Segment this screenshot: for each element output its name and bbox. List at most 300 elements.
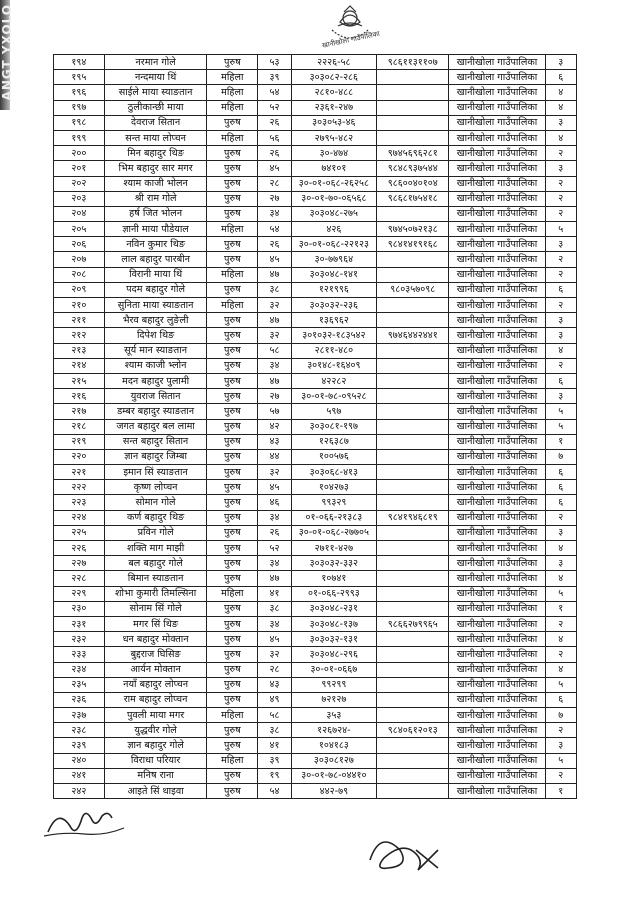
phone-cell	[377, 206, 449, 221]
citizenship-number-cell: ३०३०५३-४६	[291, 115, 376, 130]
table-row	[54, 525, 577, 540]
citizenship-number-cell: ४४२-७९	[291, 784, 376, 799]
ward-cell: ६	[545, 282, 576, 297]
municipality-cell: खानीखोला गाउँपालिका	[449, 70, 545, 85]
gender-cell: पुरुष	[207, 495, 258, 510]
table-row	[54, 146, 577, 161]
gender-cell: पुरुष	[207, 632, 258, 647]
gender-cell: पुरुष	[207, 525, 258, 540]
ward-cell: ४	[545, 541, 576, 556]
ward-cell: २	[545, 298, 576, 313]
name-cell: नयाँ बहादुर लोप्चन	[104, 677, 207, 692]
serial-number-cell: २०६	[54, 237, 105, 252]
gender-cell: पुरुष	[207, 389, 258, 404]
ward-cell: ४	[545, 662, 576, 677]
citizenship-number-cell: २८११-४८०	[291, 343, 376, 358]
table-row	[54, 708, 577, 723]
age-cell: ३८	[258, 601, 291, 616]
citizenship-number-cell: ३०३०३२-३३२	[291, 556, 376, 571]
gender-cell: पुरुष	[207, 677, 258, 692]
ward-cell: २	[545, 146, 576, 161]
gender-cell: पुरुष	[207, 206, 258, 221]
gender-cell: पुरुष	[207, 252, 258, 267]
citizenship-number-cell: ३०३०४८-१३७	[291, 616, 376, 631]
ward-cell: ५	[545, 419, 576, 434]
serial-number-cell: २२४	[54, 510, 105, 525]
phone-cell: ९७४५६९६२८१	[377, 146, 449, 161]
gender-cell: पुरुष	[207, 237, 258, 252]
ward-cell: २	[545, 191, 576, 206]
gender-cell: पुरुष	[207, 723, 258, 738]
municipality-cell: खानीखोला गाउँपालिका	[449, 708, 545, 723]
name-cell: बल बहादुर गोले	[104, 556, 207, 571]
serial-number-cell: २१०	[54, 298, 105, 313]
serial-number-cell: १९५	[54, 70, 105, 85]
gender-cell: पुरुष	[207, 692, 258, 707]
ward-cell: ६	[545, 495, 576, 510]
table-row	[54, 692, 577, 707]
age-cell: ४७	[258, 373, 291, 388]
phone-cell	[377, 571, 449, 586]
gender-cell: पुरुष	[207, 176, 258, 191]
municipality-cell: खानीखोला गाउँपालिका	[449, 313, 545, 328]
name-cell: प्रविन गोले	[104, 525, 207, 540]
gender-cell: महिला	[207, 85, 258, 100]
age-cell: ४५	[258, 161, 291, 176]
citizenship-number-cell: १००५७६	[291, 449, 376, 464]
ward-cell: ३	[545, 556, 576, 571]
name-cell: इमान सिं स्याङतान	[104, 465, 207, 480]
phone-cell	[377, 692, 449, 707]
table-row	[54, 419, 577, 434]
municipality-cell: खानीखोला गाउँपालिका	[449, 525, 545, 540]
municipality-cell: खानीखोला गाउँपालिका	[449, 298, 545, 313]
municipality-cell: खानीखोला गाउँपालिका	[449, 571, 545, 586]
serial-number-cell: २०८	[54, 267, 105, 282]
table-row	[54, 115, 577, 130]
name-cell: सूर्य मान स्याङतान	[104, 343, 207, 358]
municipality-cell: खानीखोला गाउँपालिका	[449, 586, 545, 601]
municipality-cell: खानीखोला गाउँपालिका	[449, 222, 545, 237]
municipality-cell: खानीखोला गाउँपालिका	[449, 601, 545, 616]
phone-cell	[377, 298, 449, 313]
table-row	[54, 252, 577, 267]
name-cell: पदम बहादुर गोले	[104, 282, 207, 297]
municipality-seal-stamp	[310, 2, 392, 58]
municipality-cell: खानीखोला गाउँपालिका	[449, 768, 545, 783]
phone-cell: ९८६११३११०७	[377, 55, 449, 70]
serial-number-cell: २३७	[54, 708, 105, 723]
gender-cell: पुरुष	[207, 541, 258, 556]
gender-cell: पुरुष	[207, 768, 258, 783]
citizenship-number-cell: ३०-०१-७८-०४४१०	[291, 768, 376, 783]
gender-cell: पुरुष	[207, 449, 258, 464]
gender-cell: महिला	[207, 267, 258, 282]
name-cell: कृष्ण लोप्चन	[104, 480, 207, 495]
gender-cell: पुरुष	[207, 419, 258, 434]
phone-cell	[377, 480, 449, 495]
table-row	[54, 358, 577, 373]
beneficiary-table	[53, 54, 577, 799]
phone-cell	[377, 389, 449, 404]
phone-cell: ९८४१९४६८१९	[377, 510, 449, 525]
age-cell: ३२	[258, 298, 291, 313]
gender-cell: पुरुष	[207, 480, 258, 495]
name-cell: सुनिता माया स्याङतान	[104, 298, 207, 313]
name-cell: ज्ञानी माया पौडेयाल	[104, 222, 207, 237]
citizenship-number-cell: ७२१२७	[291, 692, 376, 707]
table-row	[54, 85, 577, 100]
age-cell: ४७	[258, 313, 291, 328]
municipality-cell: खानीखोला गाउँपालिका	[449, 434, 545, 449]
phone-cell	[377, 465, 449, 480]
table-row	[54, 267, 577, 282]
serial-number-cell: २१९	[54, 434, 105, 449]
ward-cell: २	[545, 510, 576, 525]
age-cell: २८	[258, 176, 291, 191]
gender-cell: पुरुष	[207, 662, 258, 677]
gender-cell: महिला	[207, 708, 258, 723]
serial-number-cell: २१५	[54, 373, 105, 388]
ward-cell: ३	[545, 525, 576, 540]
serial-number-cell: २११	[54, 313, 105, 328]
gender-cell: पुरुष	[207, 191, 258, 206]
municipality-cell: खानीखोला गाउँपालिका	[449, 55, 545, 70]
phone-cell: ९८४०६१२०१३	[377, 723, 449, 738]
ward-cell: ४	[545, 85, 576, 100]
municipality-cell: खानीखोला गाउँपालिका	[449, 237, 545, 252]
name-cell: सोनाम सिं गोले	[104, 601, 207, 616]
phone-cell	[377, 768, 449, 783]
name-cell: आइते सिं थाइवा	[104, 784, 207, 799]
citizenship-number-cell: ३०३०८१२७	[291, 753, 376, 768]
table-row	[54, 510, 577, 525]
phone-cell: ९८६००४०१०४	[377, 176, 449, 191]
table-row	[54, 389, 577, 404]
ward-cell: ६	[545, 692, 576, 707]
municipality-cell: खानीखोला गाउँपालिका	[449, 632, 545, 647]
phone-cell	[377, 252, 449, 267]
table-row	[54, 55, 577, 70]
name-cell: ज्ञान बहादुर गोले	[104, 738, 207, 753]
serial-number-cell: २०९	[54, 282, 105, 297]
citizenship-number-cell: १३६९६२	[291, 313, 376, 328]
age-cell: ३४	[258, 510, 291, 525]
signature-left	[40, 800, 130, 845]
citizenship-number-cell: ७४१०१	[291, 161, 376, 176]
serial-number-cell: २२५	[54, 525, 105, 540]
name-cell: श्याम काजी भोलन	[104, 176, 207, 191]
serial-number-cell: २३०	[54, 601, 105, 616]
serial-number-cell: २४१	[54, 768, 105, 783]
municipality-cell: खानीखोला गाउँपालिका	[449, 191, 545, 206]
citizenship-number-cell: ३०३०८२-२८६	[291, 70, 376, 85]
age-cell: ५४	[258, 85, 291, 100]
name-cell: श्री राम गोले	[104, 191, 207, 206]
gender-cell: पुरुष	[207, 282, 258, 297]
age-cell: ५४	[258, 222, 291, 237]
municipality-cell: खानीखोला गाउँपालिका	[449, 647, 545, 662]
age-cell: ५६	[258, 130, 291, 145]
age-cell: ४७	[258, 267, 291, 282]
phone-cell: ९८४८९३७५४४	[377, 161, 449, 176]
phone-cell	[377, 373, 449, 388]
table-row	[54, 784, 577, 799]
phone-cell	[377, 449, 449, 464]
ward-cell: २	[545, 267, 576, 282]
gender-cell: पुरुष	[207, 647, 258, 662]
table-row	[54, 723, 577, 738]
municipality-cell: खानीखोला गाउँपालिका	[449, 738, 545, 753]
ward-cell: २	[545, 176, 576, 191]
phone-cell	[377, 495, 449, 510]
name-cell: लाल बहादुर पारबीन	[104, 252, 207, 267]
municipality-cell: खानीखोला गाउँपालिका	[449, 662, 545, 677]
ward-cell: ६	[545, 465, 576, 480]
age-cell: ४६	[258, 495, 291, 510]
citizenship-number-cell: ९९२९९	[291, 677, 376, 692]
serial-number-cell: २२०	[54, 449, 105, 464]
serial-number-cell: २१७	[54, 404, 105, 419]
age-cell: ३४	[258, 556, 291, 571]
age-cell: ४९	[258, 692, 291, 707]
municipality-cell: खानीखोला गाउँपालिका	[449, 282, 545, 297]
table-row	[54, 662, 577, 677]
phone-cell	[377, 100, 449, 115]
name-cell: भिम बहादुर सार मगर	[104, 161, 207, 176]
serial-number-cell: २०३	[54, 191, 105, 206]
gender-cell: पुरुष	[207, 358, 258, 373]
citizenship-number-cell: १०४२७३	[291, 480, 376, 495]
age-cell: ४५	[258, 480, 291, 495]
phone-cell: ९७४६४४२४४१	[377, 328, 449, 343]
citizenship-number-cell: ०१-०६६-२९९३	[291, 586, 376, 601]
serial-number-cell: २०२	[54, 176, 105, 191]
name-cell: आर्यन मोक्तान	[104, 662, 207, 677]
name-cell: धन बहादुर मोक्तान	[104, 632, 207, 647]
citizenship-number-cell: ३०३०३२-१३१	[291, 632, 376, 647]
gender-cell: पुरुष	[207, 373, 258, 388]
municipality-cell: खानीखोला गाउँपालिका	[449, 328, 545, 343]
age-cell: ४७	[258, 571, 291, 586]
table-row	[54, 556, 577, 571]
phone-cell	[377, 541, 449, 556]
table-row	[54, 237, 577, 252]
municipality-cell: खानीखोला गाउँपालिका	[449, 541, 545, 556]
serial-number-cell: २१२	[54, 328, 105, 343]
table-row	[54, 130, 577, 145]
age-cell: ५२	[258, 100, 291, 115]
gender-cell: पुरुष	[207, 161, 258, 176]
municipality-cell: खानीखोला गाउँपालिका	[449, 100, 545, 115]
serial-number-cell: २३१	[54, 616, 105, 631]
age-cell: ५८	[258, 343, 291, 358]
table-row	[54, 738, 577, 753]
table-row	[54, 571, 577, 586]
name-cell: दिपेश थिङ	[104, 328, 207, 343]
name-cell: बुद्दराज घिसिङ	[104, 647, 207, 662]
table-row	[54, 282, 577, 297]
serial-number-cell: २१४	[54, 358, 105, 373]
table-row	[54, 632, 577, 647]
gender-cell: महिला	[207, 130, 258, 145]
citizenship-number-cell: ४२६	[291, 222, 376, 237]
municipality-cell: खानीखोला गाउँपालिका	[449, 115, 545, 130]
municipality-cell: खानीखोला गाउँपालिका	[449, 358, 545, 373]
age-cell: ३८	[258, 723, 291, 738]
municipality-cell: खानीखोला गाउँपालिका	[449, 85, 545, 100]
serial-number-cell: २३२	[54, 632, 105, 647]
age-cell: ४२	[258, 419, 291, 434]
phone-cell	[377, 632, 449, 647]
table-row	[54, 176, 577, 191]
name-cell: नविन कुमार थिङ	[104, 237, 207, 252]
municipality-cell: खानीखोला गाउँपालिका	[449, 146, 545, 161]
serial-number-cell: २०४	[54, 206, 105, 221]
phone-cell: ९८६६२७९९६५	[377, 616, 449, 631]
municipality-cell: खानीखोला गाउँपालिका	[449, 419, 545, 434]
phone-cell	[377, 70, 449, 85]
gender-cell: पुरुष	[207, 616, 258, 631]
gender-cell: पुरुष	[207, 556, 258, 571]
citizenship-number-cell: ३०-०१-०६८-२६२५८	[291, 176, 376, 191]
age-cell: २७	[258, 191, 291, 206]
name-cell: मगर सिं थिङ	[104, 616, 207, 631]
ward-cell: ४	[545, 100, 576, 115]
watermark-text: ANGT YXOLO	[0, 4, 14, 101]
serial-number-cell: २४०	[54, 753, 105, 768]
table-row	[54, 222, 577, 237]
name-cell: मदन बहादुर पुलामी	[104, 373, 207, 388]
phone-cell	[377, 434, 449, 449]
age-cell: ३४	[258, 206, 291, 221]
name-cell: युवराज सितान	[104, 389, 207, 404]
gender-cell: पुरुष	[207, 784, 258, 799]
citizenship-number-cell: ३०-०१-०६८-२७७०५	[291, 525, 376, 540]
serial-number-cell: २३४	[54, 662, 105, 677]
serial-number-cell: २१६	[54, 389, 105, 404]
citizenship-number-cell: ३०३०४८-२३१	[291, 601, 376, 616]
gender-cell: पुरुष	[207, 738, 258, 753]
table-row	[54, 753, 577, 768]
name-cell: भैरव बहादुर लुङेली	[104, 313, 207, 328]
ward-cell: ३	[545, 55, 576, 70]
serial-number-cell: २२३	[54, 495, 105, 510]
municipality-cell: खानीखोला गाउँपालिका	[449, 510, 545, 525]
citizenship-number-cell: ३०३०३२-२३६	[291, 298, 376, 313]
name-cell: सोमान गोले	[104, 495, 207, 510]
ward-cell: १	[545, 434, 576, 449]
phone-cell	[377, 267, 449, 282]
gender-cell: महिला	[207, 298, 258, 313]
municipality-cell: खानीखोला गाउँपालिका	[449, 449, 545, 464]
ward-cell: ४	[545, 632, 576, 647]
age-cell: ४३	[258, 677, 291, 692]
name-cell: ज्ञान बहादुर जिम्बा	[104, 449, 207, 464]
municipality-cell: खानीखोला गाउँपालिका	[449, 495, 545, 510]
municipality-cell: खानीखोला गाउँपालिका	[449, 616, 545, 631]
ward-cell: ६	[545, 373, 576, 388]
ward-cell: २	[545, 358, 576, 373]
gender-cell: महिला	[207, 586, 258, 601]
citizenship-number-cell: २२२६-५८	[291, 55, 376, 70]
ward-cell: २	[545, 723, 576, 738]
citizenship-number-cell: ४२२८२	[291, 373, 376, 388]
age-cell: २८	[258, 662, 291, 677]
serial-number-cell: १९९	[54, 130, 105, 145]
table-row	[54, 495, 577, 510]
ward-cell: ४	[545, 343, 576, 358]
signature-right	[360, 830, 450, 880]
serial-number-cell: २२६	[54, 541, 105, 556]
phone-cell: ९८४१४१९१६८	[377, 237, 449, 252]
ward-cell: २	[545, 616, 576, 631]
age-cell: ४१	[258, 738, 291, 753]
ward-cell: ३	[545, 328, 576, 343]
ward-cell: ४	[545, 130, 576, 145]
phone-cell	[377, 115, 449, 130]
citizenship-number-cell: ३०३०४८-२७५	[291, 206, 376, 221]
age-cell: २६	[258, 525, 291, 540]
gender-cell: पुरुष	[207, 343, 258, 358]
ward-cell: २	[545, 206, 576, 221]
municipality-cell: खानीखोला गाउँपालिका	[449, 161, 545, 176]
phone-cell	[377, 784, 449, 799]
municipality-cell: खानीखोला गाउँपालिका	[449, 176, 545, 191]
municipality-cell: खानीखोला गाउँपालिका	[449, 723, 545, 738]
municipality-cell: खानीखोला गाउँपालिका	[449, 753, 545, 768]
serial-number-cell: २२१	[54, 465, 105, 480]
age-cell: ३४	[258, 616, 291, 631]
phone-cell: ९७४५०७२१३८	[377, 222, 449, 237]
age-cell: १९	[258, 768, 291, 783]
serial-number-cell: १९४	[54, 55, 105, 70]
municipality-cell: खानीखोला गाउँपालिका	[449, 480, 545, 495]
name-cell: शक्ति माग माझी	[104, 541, 207, 556]
table-row	[54, 313, 577, 328]
gender-cell: पुरुष	[207, 465, 258, 480]
ward-cell: ७	[545, 708, 576, 723]
name-cell: पुवली माया मगर	[104, 708, 207, 723]
age-cell: २६	[258, 115, 291, 130]
age-cell: २७	[258, 389, 291, 404]
svg-text:खानीखोला गाउँपालिका: खानीखोला गाउँपालिका	[321, 29, 381, 50]
ward-cell: ३	[545, 389, 576, 404]
name-cell: मिन बहादुर थिङ	[104, 146, 207, 161]
table-row	[54, 647, 577, 662]
citizenship-number-cell: २८१०-४८८	[291, 85, 376, 100]
ward-cell: ३	[545, 313, 576, 328]
name-cell: मनिष राना	[104, 768, 207, 783]
table-row	[54, 465, 577, 480]
serial-number-cell: २३९	[54, 738, 105, 753]
table-row	[54, 328, 577, 343]
phone-cell	[377, 130, 449, 145]
ward-cell: ६	[545, 70, 576, 85]
municipality-cell: खानीखोला गाउँपालिका	[449, 373, 545, 388]
phone-cell	[377, 525, 449, 540]
ward-cell: ५	[545, 753, 576, 768]
citizenship-number-cell: २७९५-४८२	[291, 130, 376, 145]
ward-cell: ६	[545, 480, 576, 495]
serial-number-cell: २३८	[54, 723, 105, 738]
age-cell: ५८	[258, 708, 291, 723]
citizenship-number-cell: २७११-४२७	[291, 541, 376, 556]
ward-cell: ५	[545, 677, 576, 692]
municipality-cell: खानीखोला गाउँपालिका	[449, 556, 545, 571]
table-row	[54, 677, 577, 692]
phone-cell	[377, 85, 449, 100]
